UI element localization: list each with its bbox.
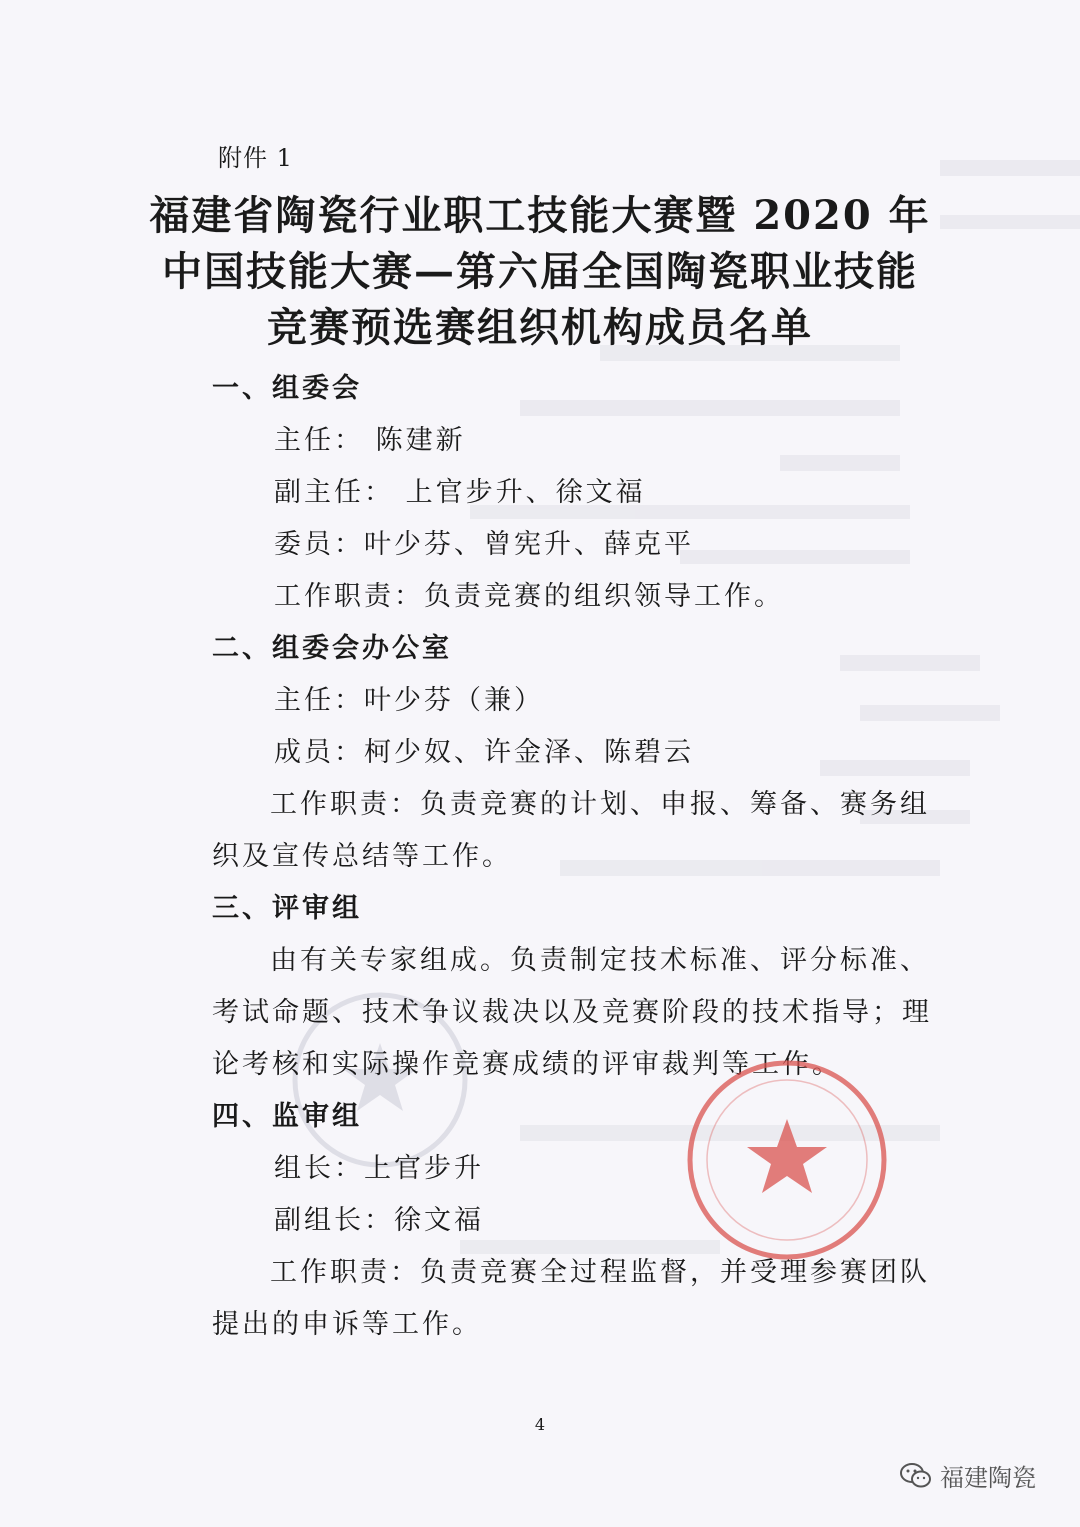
watermark [900, 1458, 1036, 1493]
section-4-paragraph: 工作职责：负责竞赛全过程监督，并受理参赛团队提出的申诉等工作。 [212, 1257, 930, 1340]
attachment-label: 附件 1 [218, 144, 293, 172]
page-number: 4 [534, 1415, 546, 1434]
section-1-line-4: 工作职责：负责竞赛的组织领导工作。 [274, 581, 784, 612]
section-2-paragraph: 工作职责：负责竞赛的计划、申报、筹备、赛务组织及宣传总结等工作。 [212, 789, 930, 872]
section-3-paragraph: 由有关专家组成。负责制定技术标准、评分标准、考试命题、技术争议裁决以及竞赛阶段的技术指导；理论考核和实际操作竞赛成绩的评审裁判等工作。 [212, 945, 932, 1080]
section-1-line-2: 副主任： 上官步升、徐文福 [274, 477, 646, 508]
section-heading-2: 二、组委会办公室 [212, 633, 452, 664]
section-heading-3: 三、评审组 [212, 893, 362, 924]
document-title [0, 188, 1080, 356]
title-line-2: 中国技能大赛—第六届全国陶瓷职业技能 [162, 248, 918, 295]
section-2-line-2: 成员：柯少奴、许金泽、陈碧云 [274, 737, 694, 768]
section-heading-1: 一、组委会 [212, 373, 362, 404]
watermark-text: 福建陶瓷 [940, 1464, 1036, 1492]
official-seal [682, 1055, 892, 1265]
wechat-icon [900, 1462, 932, 1490]
section-2-line-1: 主任：叶少芬（兼） [274, 685, 544, 716]
title-line-3: 竞赛预选赛组织机构成员名单 [267, 304, 813, 351]
section-4-line-2: 副组长：徐文福 [274, 1205, 484, 1236]
section-1-line-3: 委员：叶少芬、曾宪升、薛克平 [274, 529, 694, 560]
section-1-line-1: 主任： 陈建新 [274, 425, 466, 456]
title-line-1: 福建省陶瓷行业职工技能大赛暨 2020 年 [149, 192, 931, 239]
section-heading-4: 四、监审组 [212, 1101, 362, 1132]
section-4-line-1: 组长：上官步升 [274, 1153, 484, 1184]
